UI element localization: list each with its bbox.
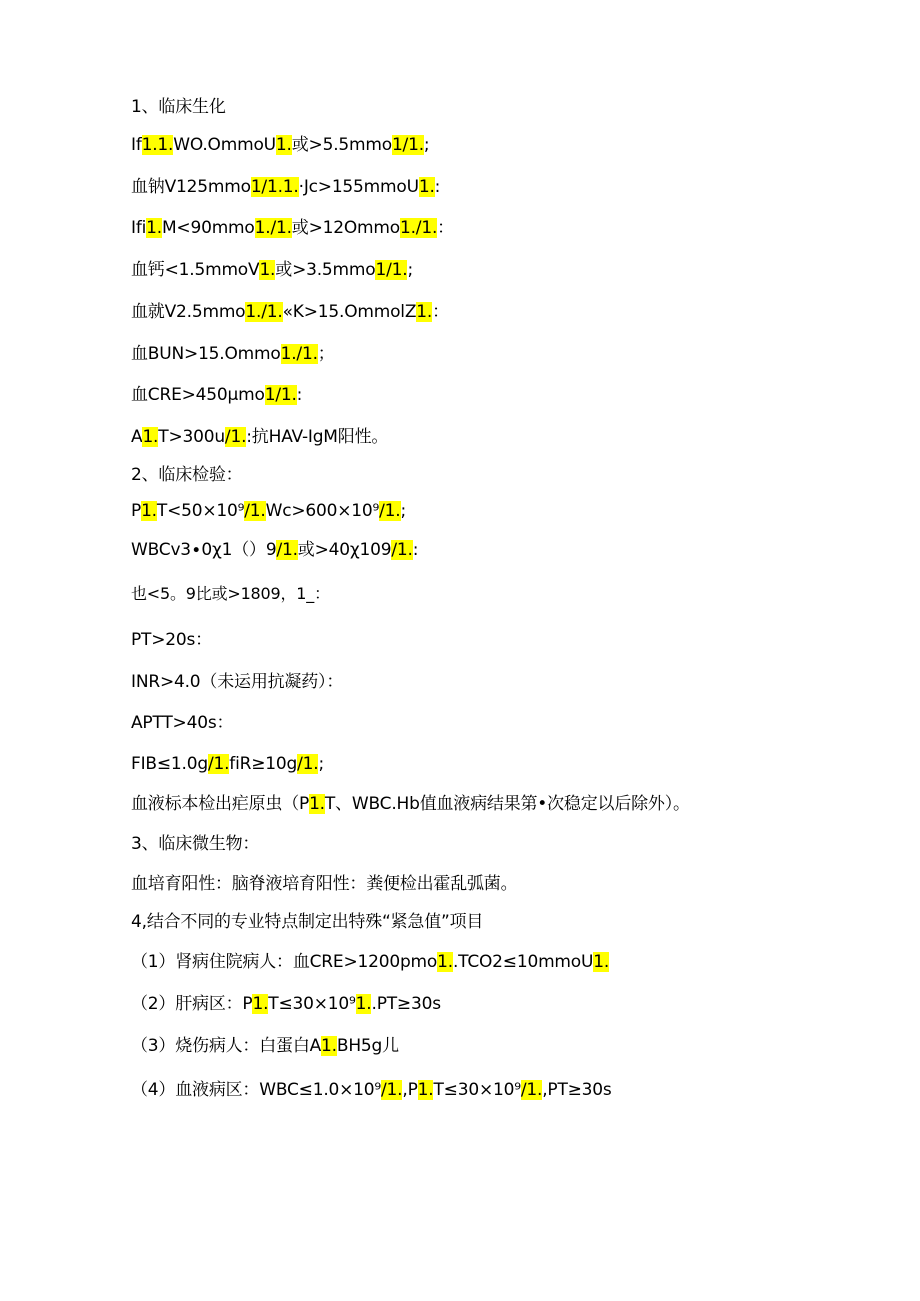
text-run: ,PT≥30s — [542, 1080, 612, 1100]
text-run: T、WBC.Hb值血液病结果第•次稳定以后除外）。 — [324, 794, 690, 814]
text-line — [131, 910, 483, 934]
text-run: : — [412, 540, 419, 560]
text-run: PT>20s： — [131, 630, 212, 650]
highlighted-text: 1./1. — [280, 344, 318, 364]
text-run: Ifi — [131, 218, 147, 238]
text-run: 3、临床微生物： — [131, 834, 260, 854]
text-line — [131, 499, 406, 523]
text-run: ; — [423, 135, 430, 155]
text-run: 或>40χ109 — [297, 540, 392, 560]
text-run: Wc>600×10⁹ — [265, 501, 380, 521]
highlighted-text: 1. — [252, 994, 269, 1014]
text-run: If — [131, 135, 142, 155]
text-run: .PT≥30s — [371, 994, 441, 1014]
text-run: WO.OmmoU — [173, 135, 276, 155]
text-line — [131, 300, 449, 324]
text-run: 或>12Ommo — [291, 218, 400, 238]
highlighted-text: 1. — [142, 427, 159, 447]
highlighted-text: 1. — [418, 177, 435, 197]
text-line — [131, 463, 242, 487]
text-run: FIB≤1.0g — [131, 754, 208, 774]
text-run: T<50×10⁹ — [156, 501, 245, 521]
text-line — [131, 383, 302, 407]
text-run: 血BUN>15.Ommo — [131, 344, 281, 364]
text-run: T>300u — [158, 427, 225, 447]
highlighted-text: 1. — [416, 302, 433, 322]
text-run: .TCO2≤10mmoU — [452, 952, 594, 972]
text-line — [131, 258, 413, 282]
highlighted-text: 1./1. — [254, 218, 292, 238]
highlighted-text: 1. — [309, 794, 325, 814]
text-run: 或>3.5mmo — [275, 260, 376, 280]
text-run: ,P — [402, 1080, 418, 1100]
highlighted-text: 1∕1. — [391, 135, 424, 155]
text-run: （2）肝病区：P — [131, 994, 253, 1014]
highlighted-text: 1./1. — [245, 302, 283, 322]
text-run: ; — [318, 754, 324, 774]
text-line — [131, 792, 690, 816]
text-run: 2、临床检验： — [131, 465, 243, 485]
text-line — [131, 95, 226, 119]
text-run: : — [434, 177, 441, 197]
text-line — [131, 872, 517, 896]
text-line — [131, 752, 324, 776]
highlighted-text: 1. — [141, 501, 157, 521]
text-run: «K>15.OmmolZ — [282, 302, 417, 322]
text-run: 血就V2.5mmo — [131, 302, 246, 322]
text-run: 4,结合不同的专业特点制定出特殊“紧急值”项目 — [131, 912, 484, 932]
text-line — [131, 1034, 399, 1058]
text-run: : — [296, 385, 303, 405]
highlighted-text: 1. — [593, 952, 610, 972]
highlighted-text: 1. — [146, 218, 162, 238]
text-line — [131, 538, 418, 562]
text-run: T≤30×10⁹ — [268, 994, 356, 1014]
highlighted-text: 1∕1.1. — [250, 177, 299, 197]
text-line — [131, 832, 259, 856]
highlighted-text: 1./1. — [399, 218, 438, 238]
highlighted-text: ∕1. — [297, 754, 319, 774]
text-run: 或>5.5mmo — [291, 135, 392, 155]
text-line — [131, 950, 609, 974]
text-line — [131, 175, 440, 199]
highlighted-text: 1∕1. — [375, 260, 408, 280]
highlighted-text: ∕1. — [381, 1080, 403, 1100]
highlighted-text: ∕1. — [224, 427, 247, 447]
highlighted-text: 1.1. — [141, 135, 174, 155]
text-line — [131, 628, 212, 652]
text-run: fiR≥10g — [229, 754, 298, 774]
text-run: 1、临床生化 — [131, 97, 226, 117]
highlighted-text: 1. — [321, 1036, 337, 1056]
text-run: 血钙<1.5mmoV — [131, 260, 260, 280]
text-line — [131, 992, 441, 1016]
text-line — [131, 582, 330, 606]
highlighted-text: ∕1. — [244, 501, 266, 521]
text-run: （4）血液病区：WBC≤1.0×10⁹ — [131, 1080, 382, 1100]
text-line — [131, 133, 429, 157]
text-run: ； — [317, 344, 335, 364]
text-run: 血液标本检出疟原虫（P — [131, 794, 310, 814]
text-run: ·Jc>155mmoU — [298, 177, 419, 197]
highlighted-text: 1. — [259, 260, 276, 280]
text-line — [131, 342, 335, 366]
text-run: ： — [432, 302, 449, 322]
text-run: 血培育阳性：脑脊液培育阳性：粪便检出霍乱弧菌。 — [131, 874, 518, 894]
highlighted-text: ∕1. — [276, 540, 298, 560]
highlighted-text: ∕1. — [207, 754, 230, 774]
text-line — [131, 216, 454, 240]
text-run: 血钠V125mmo — [131, 177, 251, 197]
text-run: P — [131, 501, 142, 521]
text-run: A — [131, 427, 143, 447]
highlighted-text: 1. — [417, 1080, 434, 1100]
text-run: ; — [400, 501, 407, 521]
text-run: T≤30×10⁹ — [433, 1080, 521, 1100]
highlighted-text: 1. — [437, 952, 453, 972]
text-line — [131, 1078, 612, 1102]
text-run: BH5g儿 — [336, 1036, 399, 1056]
text-run: APTT>40s： — [131, 713, 234, 733]
highlighted-text: ∕1. — [391, 540, 413, 560]
text-line — [131, 711, 233, 735]
text-run: （3）烧伤病人：白蛋白A — [131, 1036, 322, 1056]
text-run: ： — [437, 218, 454, 238]
text-run: M<90mmo — [161, 218, 255, 238]
text-run: INR>4.0（未运用抗凝药）： — [131, 672, 344, 692]
text-run: 也<5。9比或>1809，1_： — [131, 584, 330, 603]
text-run: （1）肾病住院病人：血CRE>1200pmo — [131, 952, 438, 972]
text-run: ; — [407, 260, 413, 280]
highlighted-text: 1∕1. — [264, 385, 297, 405]
highlighted-text: 1. — [355, 994, 372, 1014]
highlighted-text: ∕1. — [520, 1080, 543, 1100]
highlighted-text: ∕1. — [379, 501, 401, 521]
highlighted-text: 1. — [275, 135, 292, 155]
text-line — [131, 670, 343, 694]
text-run: WBCv3∙0χ1（）9 — [131, 540, 277, 560]
text-line — [131, 425, 388, 449]
text-run: :抗HAV-IgM阳性。 — [246, 427, 389, 447]
text-run: 血CRE>450μmo — [131, 385, 265, 405]
